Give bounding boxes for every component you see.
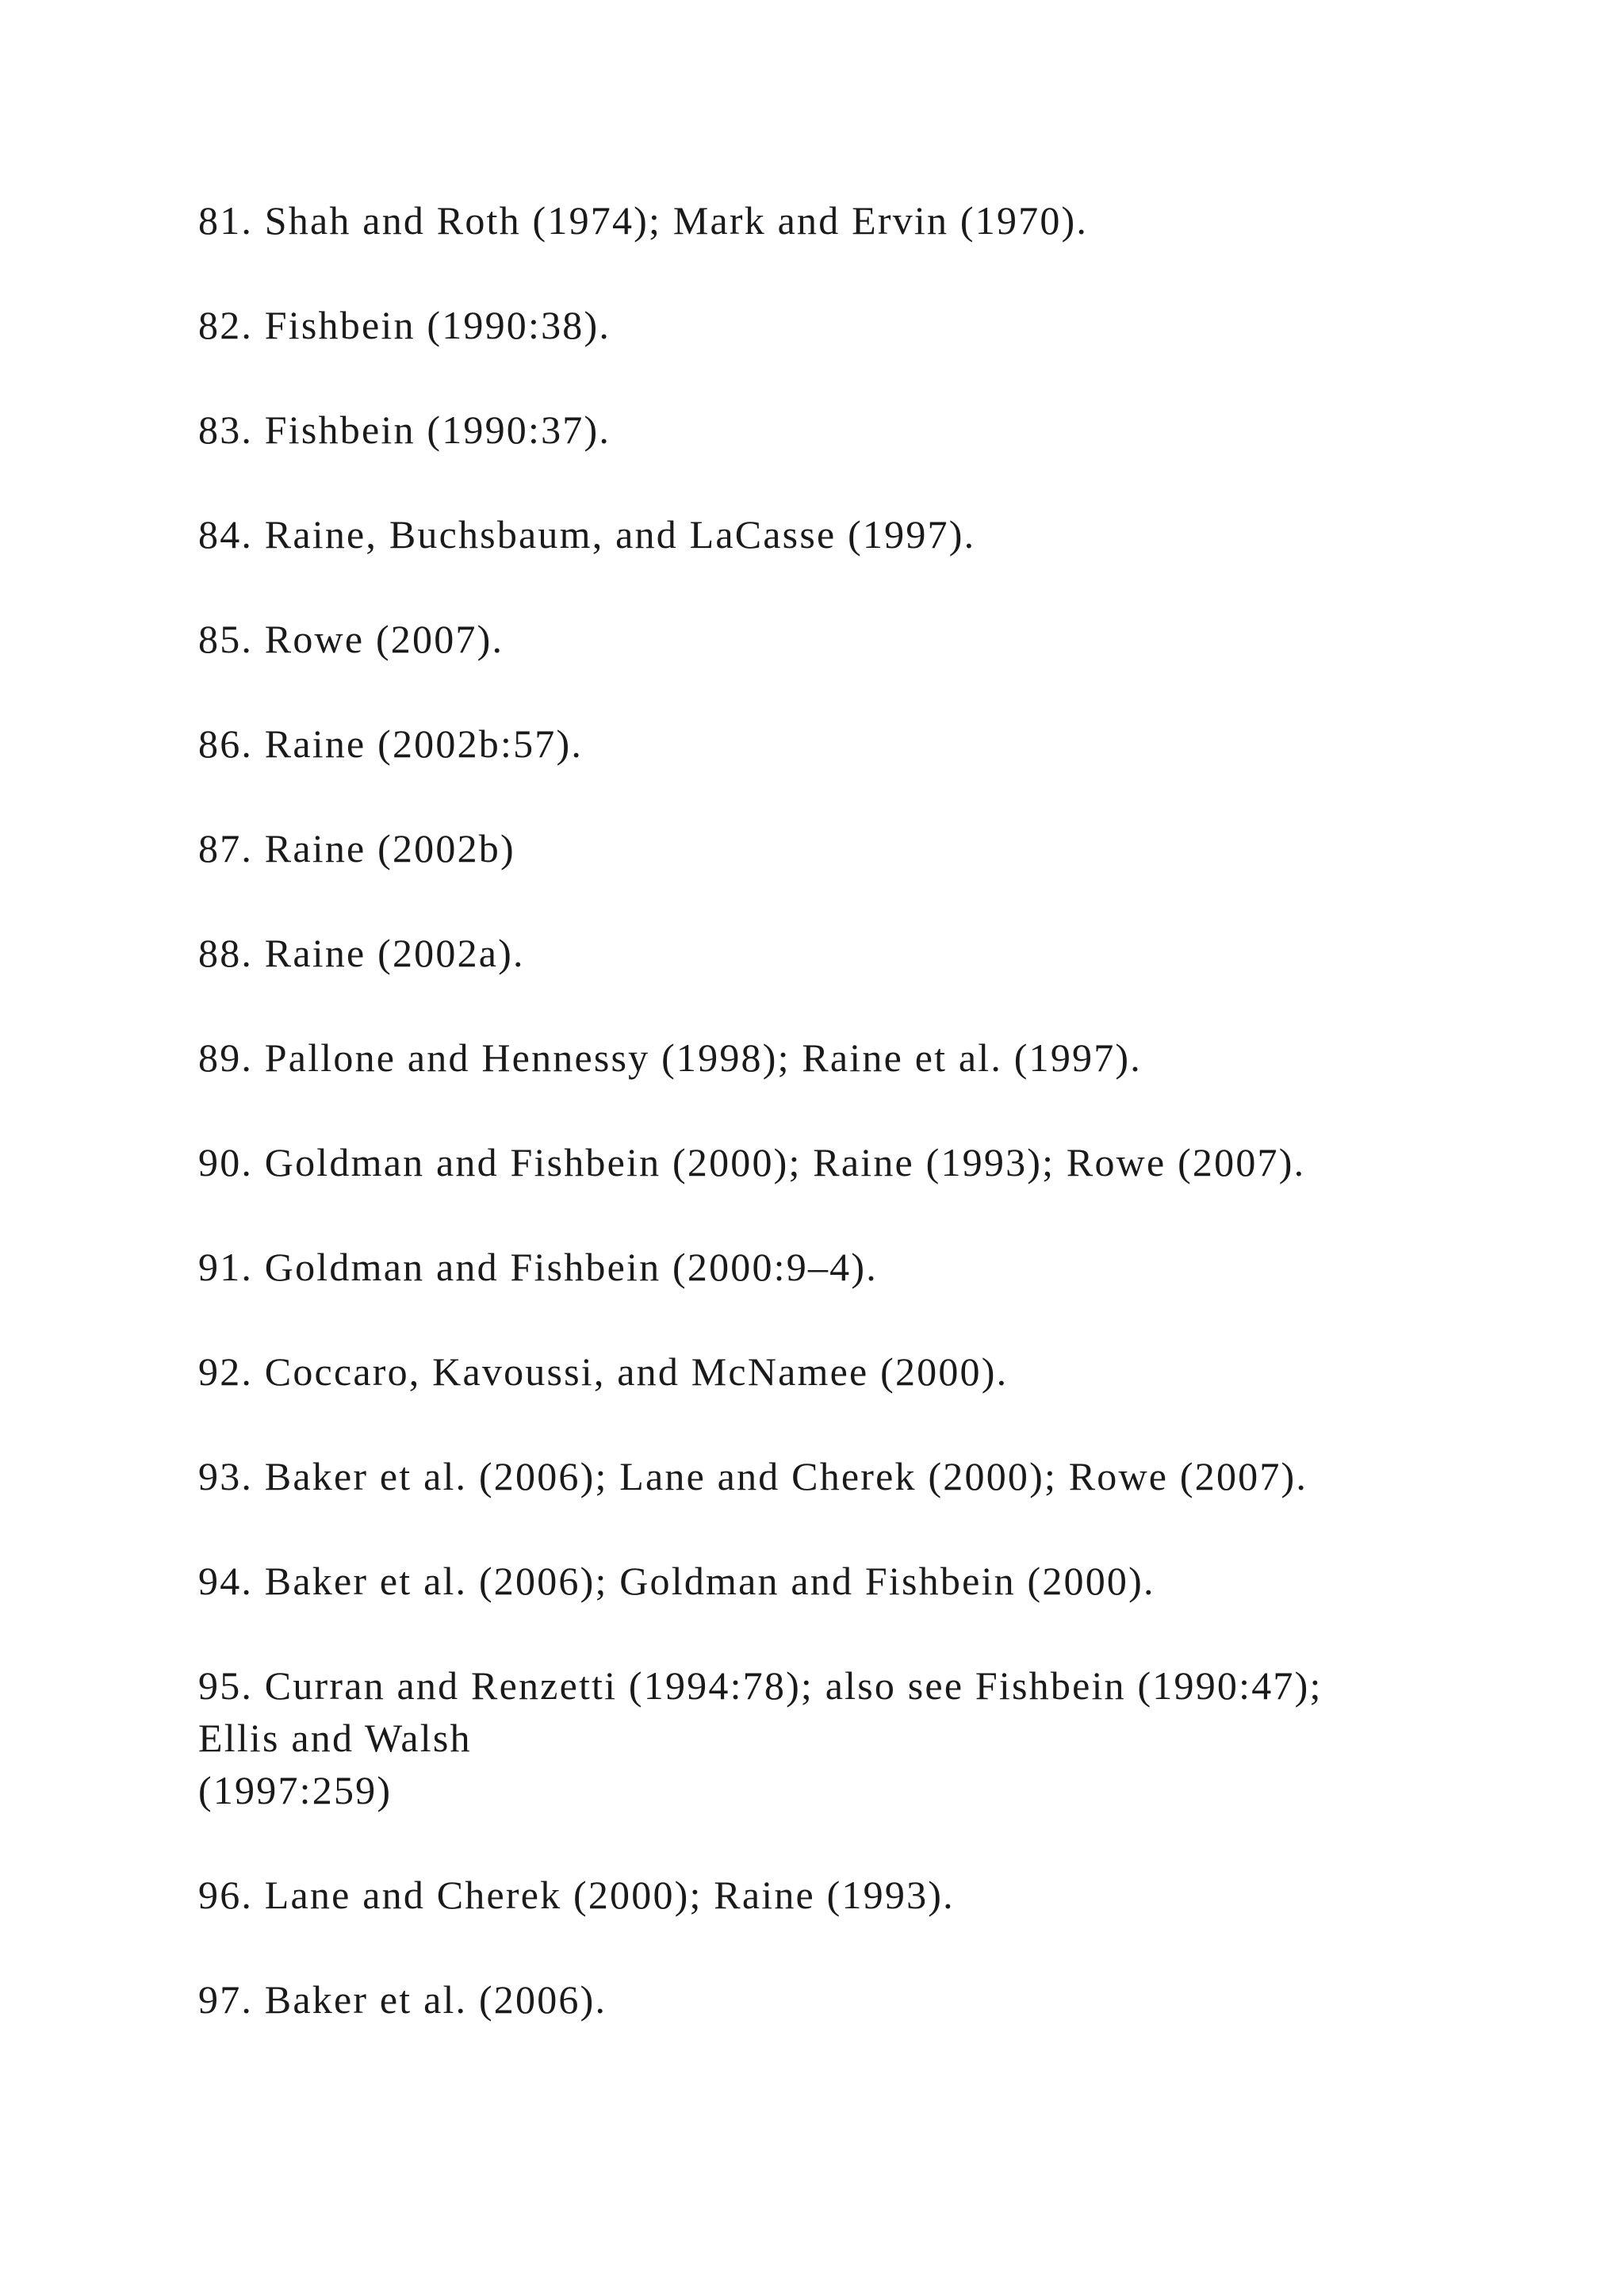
endnote-line: 91. Goldman and Fishbein (2000:9–4). bbox=[198, 1245, 878, 1289]
endnote-item bbox=[198, 508, 1483, 561]
endnote-item bbox=[198, 718, 1483, 770]
endnote-line: 85. Rowe (2007). bbox=[198, 617, 504, 661]
endnote-item bbox=[198, 1659, 1483, 1816]
endnote-line: 97. Baker et al. (2006). bbox=[198, 1977, 607, 2022]
endnote-item bbox=[198, 1973, 1483, 2026]
endnote-line: 90. Goldman and Fishbein (2000); Raine (1993); Rowe (2007). bbox=[198, 1140, 1306, 1184]
endnote-line: 95. Curran and Renzetti (1994:78); also see Fishbein (1990:47); bbox=[198, 1663, 1323, 1708]
endnote-line: 82. Fishbein (1990:38). bbox=[198, 303, 611, 347]
endnote-item bbox=[198, 299, 1483, 351]
endnote-line: 87. Raine (2002b) bbox=[198, 826, 515, 871]
endnote-line: 83. Fishbein (1990:37). bbox=[198, 408, 611, 452]
endnote-line: 84. Raine, Buchsbaum, and LaCasse (1997). bbox=[198, 512, 976, 557]
endnote-line: Ellis and Walsh bbox=[198, 1716, 472, 1760]
endnote-item bbox=[198, 1136, 1483, 1188]
endnote-item bbox=[198, 613, 1483, 665]
endnote-item bbox=[198, 1345, 1483, 1398]
endnote-item bbox=[198, 822, 1483, 874]
endnote-line: 93. Baker et al. (2006); Lane and Cherek (2000); Rowe (2007). bbox=[198, 1454, 1308, 1498]
endnote-item bbox=[198, 1031, 1483, 1084]
endnote-item bbox=[198, 1450, 1483, 1502]
endnote-item bbox=[198, 1555, 1483, 1607]
endnote-line: 81. Shah and Roth (1974); Mark and Ervin (1970). bbox=[198, 198, 1089, 243]
endnotes-list bbox=[198, 194, 1483, 2078]
endnote-line: 96. Lane and Cherek (2000); Raine (1993). bbox=[198, 1873, 955, 1917]
endnote-line: 89. Pallone and Hennessy (1998); Raine et al. (1997). bbox=[198, 1035, 1142, 1080]
endnote-line: 88. Raine (2002a). bbox=[198, 931, 525, 975]
endnote-line: 94. Baker et al. (2006); Goldman and Fishbein (2000). bbox=[198, 1559, 1155, 1603]
endnote-item bbox=[198, 194, 1483, 247]
endnote-line: (1997:259) bbox=[198, 1768, 393, 1812]
endnote-line: 86. Raine (2002b:57). bbox=[198, 721, 584, 766]
endnote-item bbox=[198, 404, 1483, 456]
endnote-item bbox=[198, 1241, 1483, 1293]
endnote-item bbox=[198, 1869, 1483, 1921]
endnote-item bbox=[198, 927, 1483, 979]
endnote-line: 92. Coccaro, Kavoussi, and McNamee (2000). bbox=[198, 1349, 1009, 1394]
